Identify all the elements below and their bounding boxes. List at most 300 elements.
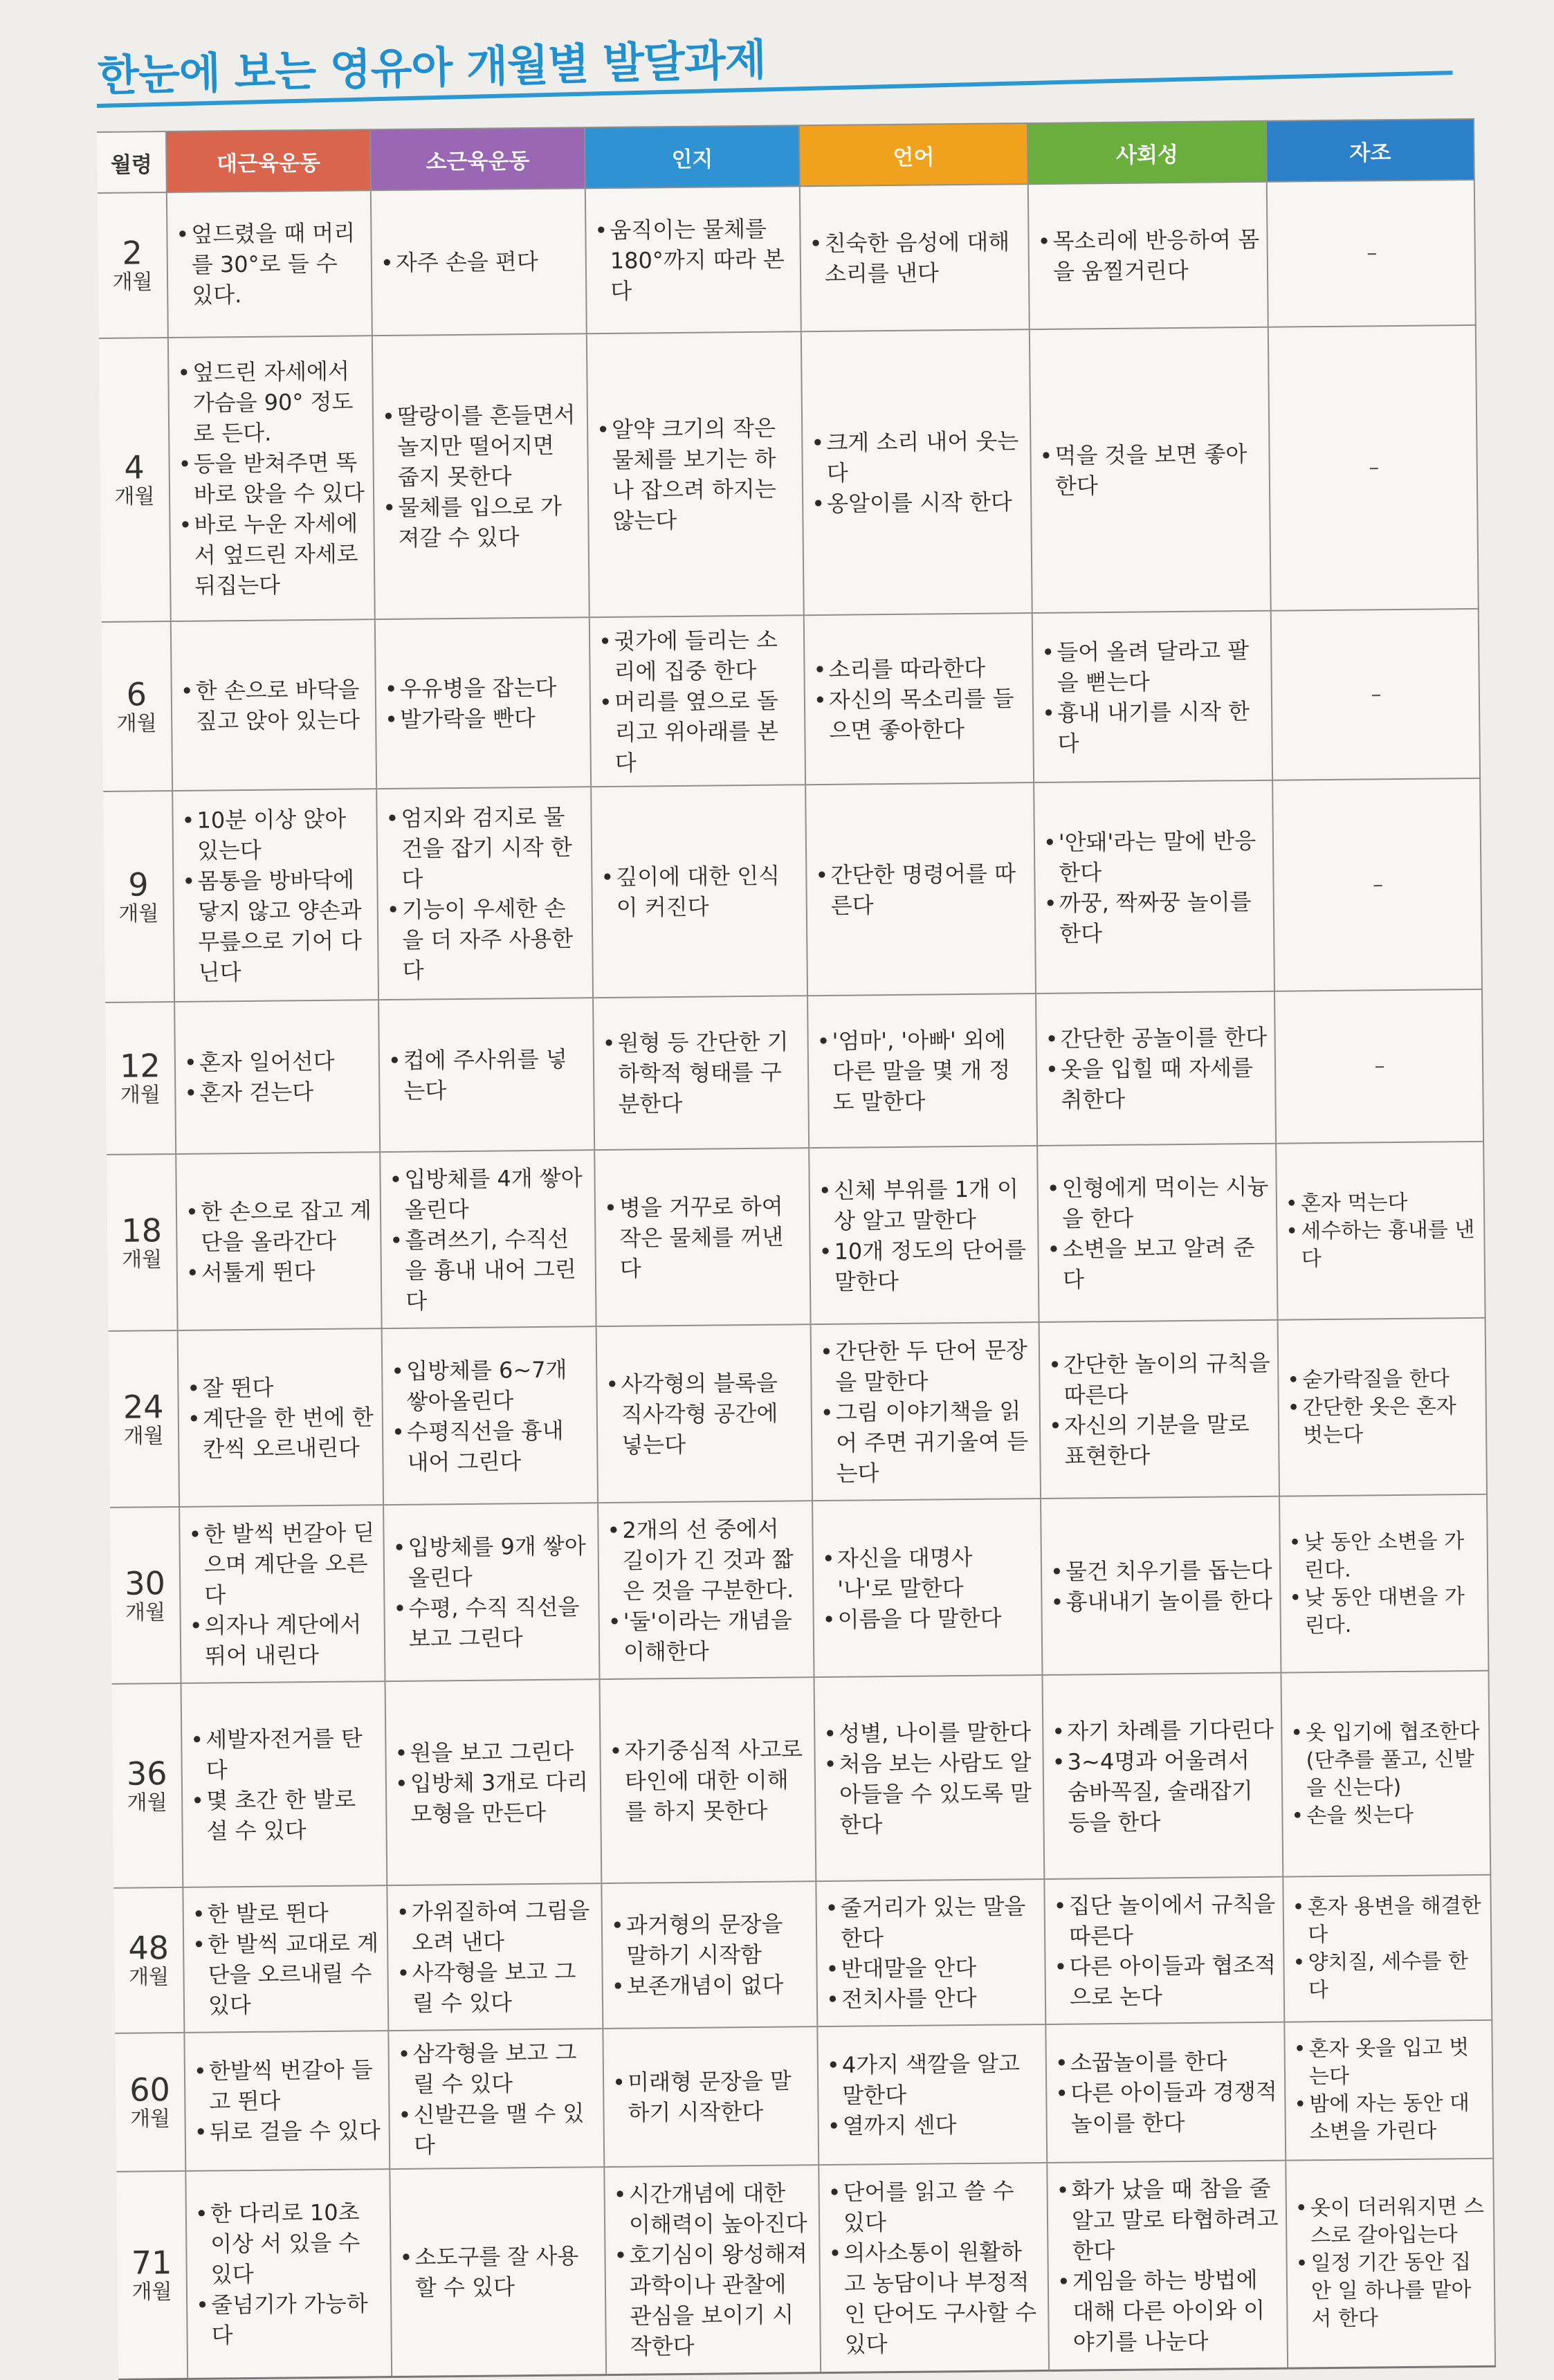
list-item: • 계단을 한 번에 한칸씩 오르내린다 — [188, 1402, 376, 1465]
fine-motor-cell — [382, 1326, 598, 1505]
list-item: • 먹을 것을 보면 좋아 한다 — [1039, 439, 1262, 502]
list-item: • 자신을 대명사 '나'로 말한다 — [822, 1541, 1034, 1604]
fine-motor-list — [392, 1530, 592, 1654]
cognition-list — [602, 1026, 801, 1119]
self-help-cell — [1278, 1318, 1487, 1496]
social-list — [1050, 1554, 1273, 1617]
social-cell — [1030, 327, 1271, 613]
list-item: • 성별, 나이를 말한다 — [823, 1717, 1035, 1749]
list-item: • 깊이에 대한 인식이 커진다 — [601, 860, 799, 923]
list-item: • 집단 놀이에서 규칙을 따른다 — [1053, 1889, 1276, 1952]
list-item: • 세수하는 흉내를 낸다 — [1286, 1216, 1477, 1273]
list-item: • 혼자 먹는다 — [1286, 1188, 1477, 1218]
social-cell — [1041, 1496, 1281, 1675]
empty-dash: – — [1372, 872, 1384, 897]
social-list — [1041, 634, 1265, 758]
age-month: 71 — [131, 2243, 172, 2282]
language-cell — [814, 1675, 1044, 1881]
gross-motor-list — [184, 1045, 372, 1108]
fine-motor-list — [388, 1043, 587, 1106]
language-list — [813, 652, 1025, 746]
social-cell — [1028, 182, 1268, 329]
list-item: • 한 발씩 교대로 계단을 오르내릴 수 있다 — [192, 1928, 381, 2021]
list-item: • 의자나 계단에서 뛰어 내린다 — [190, 1609, 378, 1672]
language-cell — [807, 994, 1037, 1148]
cognition-list — [601, 860, 799, 923]
fine-motor-list — [385, 672, 583, 735]
list-item: • 몇 초간 한 발로 설 수 있다 — [191, 1784, 379, 1847]
header-cognition: 인지 — [585, 125, 800, 188]
list-item: • 손을 씻는다 — [1291, 1800, 1482, 1830]
empty-dash: – — [1366, 241, 1378, 266]
age-cell — [107, 1154, 177, 1331]
social-list — [1043, 825, 1267, 949]
self-help-list — [1287, 1364, 1479, 1449]
list-item: • 자신의 목소리를 들으면 좋아한다 — [814, 683, 1026, 746]
gross-motor-cell — [185, 2169, 392, 2379]
list-item: • 시간개념에 대한 이해력이 높아진다 — [613, 2177, 812, 2240]
empty-dash: – — [1369, 455, 1380, 480]
list-item: • 세발자전거를 탄다 — [190, 1723, 378, 1786]
language-list — [828, 2175, 1041, 2360]
list-item: • 신발끈을 맬 수 있다 — [398, 2098, 596, 2161]
list-item: • 낮 동안 대변을 가린다. — [1289, 1582, 1481, 1640]
development-table — [97, 118, 1496, 2380]
age-cell — [102, 621, 172, 791]
age-cell — [105, 1002, 176, 1155]
gross-motor-list — [194, 2054, 382, 2148]
cognition-list — [612, 2065, 811, 2128]
list-item: • 간단한 명령어를 따른다 — [815, 858, 1027, 921]
age-month: 9 — [128, 865, 149, 904]
list-item: • 한 발씩 번갈아 딛으며 계단을 오른다 — [188, 1517, 376, 1611]
cognition-list — [604, 1191, 803, 1284]
list-item: • 10분 이상 앉아 있는다 — [181, 803, 369, 866]
list-item: • 그림 이야기책을 읽어 주면 귀기울여 듣는다 — [821, 1395, 1033, 1489]
self-help-list — [1290, 1717, 1483, 1830]
self-help-list — [1294, 2034, 1486, 2147]
list-item: • 자신의 기분을 말로 표현한다 — [1049, 1408, 1272, 1471]
table-row — [102, 609, 1480, 791]
list-item: • 뒤로 걸을 수 있다 — [194, 2115, 382, 2148]
self-help-cell — [1283, 1875, 1492, 2022]
list-item: • 흉내내기 놀이를 한다 — [1050, 1584, 1272, 1617]
list-item: • 일정 기간 동안 집안 일 하나를 맡아서 한다 — [1295, 2249, 1487, 2334]
cognition-list — [594, 213, 793, 306]
list-item: • 사각형의 블록을 직사각형 공간에 넣는다 — [605, 1367, 804, 1461]
age-month: 6 — [126, 675, 147, 713]
list-item: • 물건 치우기를 돕는다 — [1050, 1554, 1272, 1586]
list-item: • 2개의 선 중에서 길이가 긴 것과 짧은 것을 구분한다. — [607, 1513, 805, 1606]
list-item: • 물체를 입으로 가져갈 수 있다 — [383, 491, 581, 553]
cognition-cell — [603, 2026, 819, 2167]
age-cell — [103, 791, 174, 1003]
list-item: • 밤에 자는 동안 대소변을 가린다 — [1294, 2089, 1486, 2147]
list-item: • 발가락을 빤다 — [385, 702, 583, 735]
fine-motor-list — [396, 1895, 596, 2019]
age-unit: 개월 — [114, 484, 155, 509]
social-list — [1045, 1022, 1268, 1115]
table-row — [103, 778, 1482, 1003]
self-help-cell — [1279, 1494, 1488, 1673]
age-month: 2 — [122, 234, 143, 272]
cognition-list — [605, 1367, 804, 1461]
list-item: • 반대말을 안다 — [825, 1952, 1037, 1984]
fine-motor-cell — [388, 2029, 604, 2169]
list-item: • 한 손으로 바닥을 짚고 앉아 있는다 — [181, 674, 369, 737]
social-cell — [1036, 991, 1276, 1146]
list-item: • 엎드린 자세에서 가슴을 90° 정도로 든다. — [177, 356, 365, 449]
social-cell — [1042, 1673, 1283, 1879]
social-list — [1048, 1347, 1272, 1471]
age-month: 24 — [122, 1387, 164, 1426]
table-row — [107, 1142, 1485, 1331]
list-item: • 삼각형을 보고 그릴 수 있다 — [397, 2037, 596, 2100]
list-item: • 미래형 문장을 말하기 시작한다 — [612, 2065, 811, 2128]
list-item: • 간단한 놀이의 규칙을 따른다 — [1048, 1347, 1271, 1410]
list-item: • 과거형의 문장을 말하기 시작함 — [611, 1908, 810, 1971]
development-table-wrapper — [97, 118, 1494, 2360]
list-item: • 입방체를 6~7개 쌓아올린다 — [391, 1354, 589, 1417]
list-item: • 줄거리가 있는 말을 한다 — [825, 1891, 1037, 1954]
list-item: • 입방체를 9개 쌓아 올린다 — [392, 1530, 591, 1593]
cognition-list — [607, 1513, 806, 1667]
table-row — [116, 2159, 1495, 2379]
header-fine-motor: 소근육운동 — [370, 127, 585, 190]
cognition-list — [611, 1908, 810, 2002]
list-item: • 열까지 센다 — [828, 2109, 1039, 2141]
list-item: • 한 손으로 잡고 계단을 올라간다 — [185, 1195, 374, 1258]
fine-motor-list — [389, 1162, 588, 1317]
age-unit: 개월 — [131, 2279, 172, 2305]
fine-motor-cell — [390, 2167, 606, 2377]
list-item: • 한 발로 뛴다 — [192, 1897, 380, 1930]
age-unit: 개월 — [116, 711, 157, 736]
social-list — [1039, 439, 1262, 502]
list-item: • 10개 정도의 단어를 말한다 — [819, 1234, 1031, 1297]
social-list — [1037, 224, 1260, 287]
social-cell — [1045, 2022, 1286, 2163]
fine-motor-cell — [380, 1150, 596, 1328]
gross-motor-list — [181, 803, 371, 988]
list-item: • 다른 아이들과 협조적으로 논다 — [1054, 1950, 1277, 2013]
list-item: • 잘 뛴다 — [187, 1371, 374, 1404]
cognition-cell — [601, 1881, 817, 2029]
age-month: 60 — [129, 2071, 171, 2109]
fine-motor-list — [381, 246, 578, 278]
gross-motor-cell — [171, 619, 376, 791]
list-item: • 바로 누운 자세에서 엎드린 자세로 뒤집는다 — [179, 508, 367, 601]
header-gross-motor: 대근육운동 — [166, 129, 371, 192]
cognition-cell — [587, 331, 804, 617]
social-list — [1055, 2046, 1278, 2139]
list-item: • 원을 보고 그린다 — [394, 1736, 592, 1768]
fine-motor-list — [397, 2037, 596, 2161]
cognition-cell — [585, 186, 801, 333]
list-item: • 다른 아이들과 경쟁적 놀이를 한다 — [1055, 2076, 1278, 2139]
language-cell — [804, 613, 1034, 785]
list-item: • 등을 받쳐주면 똑바로 앉을 수 있다 — [178, 447, 366, 510]
gross-motor-cell — [172, 789, 378, 1002]
age-cell — [99, 338, 171, 622]
self-help-cell — [1272, 778, 1482, 991]
gross-motor-list — [185, 1195, 374, 1288]
self-help-list — [1288, 1527, 1481, 1640]
fine-motor-list — [399, 2240, 598, 2303]
list-item: • 사각형을 보고 그릴 수 있다 — [396, 1956, 595, 2019]
list-item: • 양치질, 세수를 한다 — [1292, 1948, 1484, 2005]
language-cell — [816, 1879, 1045, 2026]
list-item: • 자기중심적 사고로 타인에 대한 이해를 하지 못한다 — [609, 1734, 807, 1827]
cognition-list — [596, 412, 796, 536]
fine-motor-cell — [375, 617, 591, 789]
gross-motor-list — [177, 356, 367, 601]
list-item: • 소꿉놀이를 한다 — [1055, 2046, 1277, 2078]
list-item: • 병을 거꾸로 하여 작은 물체를 꺼낸다 — [604, 1191, 803, 1284]
age-cell — [110, 1507, 181, 1684]
table-row — [115, 2020, 1493, 2172]
age-cell — [112, 1683, 183, 1888]
header-self-help: 자조 — [1266, 119, 1474, 182]
cognition-list — [609, 1734, 807, 1827]
language-cell — [817, 2024, 1047, 2165]
language-list — [823, 1717, 1036, 1840]
list-item: • 전치사를 안다 — [826, 1982, 1038, 2015]
language-cell — [811, 1322, 1041, 1501]
gross-motor-cell — [167, 190, 372, 338]
list-item: • 엄지와 검지로 물건을 잡기 시작 한다 — [385, 801, 584, 895]
language-cell — [812, 1499, 1042, 1677]
list-item: • 3~4명과 어울려서 숨바꼭질, 술래잡기 등을 한다 — [1052, 1744, 1274, 1838]
fine-motor-cell — [372, 333, 589, 619]
language-list — [827, 2048, 1039, 2141]
list-item: • 수평직선을 흉내 내어 그린다 — [392, 1415, 590, 1478]
list-item: • '안돼'라는 말에 반응 한다 — [1043, 825, 1266, 888]
list-item: • 귓가에 들리는 소리에 집중 한다 — [598, 624, 797, 687]
list-item: • 간단한 두 단어 문장을 말한다 — [820, 1335, 1032, 1398]
list-item: • 머리를 옆으로 돌리고 위아래를 본다 — [599, 685, 798, 778]
list-item: • 낮 동안 소변을 가린다. — [1288, 1527, 1480, 1584]
gross-motor-cell — [174, 1000, 380, 1154]
list-item: • '엄마', '아빠' 외에 다른 말을 몇 개 정도 말한다 — [816, 1024, 1029, 1117]
language-list — [819, 1173, 1032, 1297]
fine-motor-cell — [378, 998, 594, 1152]
list-item: • 들어 올려 달라고 팔을 뻗는다 — [1041, 634, 1264, 697]
list-item: • 숟가락질을 한다 — [1287, 1364, 1478, 1394]
list-item: • 엎드렸을 때 머리를 30°로 들 수 있다. — [176, 217, 364, 311]
age-month: 48 — [128, 1929, 170, 1967]
empty-dash: – — [1371, 681, 1382, 706]
fine-motor-list — [394, 1736, 593, 1829]
list-item: • 소리를 따라한다 — [813, 652, 1025, 685]
list-item: • 흉내 내기를 시작 한다 — [1042, 695, 1265, 758]
list-item: • 소도구를 잘 사용할 수 있다 — [399, 2240, 598, 2303]
language-cell — [805, 782, 1036, 996]
list-item: • 신체 부위를 1개 이상 알고 말한다 — [819, 1173, 1031, 1236]
cognition-cell — [593, 996, 809, 1150]
list-item: • 서툴게 뛴다 — [186, 1256, 374, 1288]
age-month: 12 — [119, 1047, 161, 1085]
gross-motor-cell — [179, 1505, 385, 1683]
social-list — [1056, 2172, 1280, 2357]
gross-motor-list — [187, 1371, 375, 1465]
list-item: • 인형에게 먹이는 시늉을 한다 — [1047, 1171, 1270, 1234]
self-help-cell — [1274, 989, 1483, 1144]
header-age: 월령 — [97, 131, 167, 193]
language-list — [816, 1024, 1029, 1117]
age-unit: 개월 — [128, 1965, 170, 1990]
list-item: • 가위질하여 그림을 오려 낸다 — [396, 1895, 595, 1958]
self-help-list — [1292, 1892, 1485, 2005]
self-help-cell — [1268, 325, 1479, 611]
fine-motor-cell — [385, 1679, 602, 1885]
language-list — [809, 226, 1021, 289]
cognition-cell — [598, 1501, 814, 1679]
self-help-cell — [1284, 2020, 1493, 2161]
cognition-cell — [600, 1677, 816, 1883]
gross-motor-cell — [178, 1328, 383, 1507]
list-item: • 혼자 일어선다 — [184, 1045, 372, 1078]
fine-motor-list — [385, 801, 585, 986]
self-help-list — [1286, 1188, 1477, 1273]
self-help-list — [1295, 2193, 1488, 2334]
list-item: • 흘려쓰기, 수직선을 흉내 내어 그린다 — [390, 1223, 588, 1317]
language-list — [815, 858, 1027, 921]
list-item: • 입방체 3개로 다리 모형을 만든다 — [395, 1766, 594, 1829]
social-cell — [1039, 1320, 1279, 1499]
social-cell — [1034, 780, 1274, 994]
self-help-cell — [1286, 2159, 1495, 2368]
list-item: • 딸랑이를 흔들면서 놀지만 떨어지면 줍지 못한다 — [382, 399, 581, 493]
age-month: 36 — [126, 1754, 167, 1793]
list-item: • 컵에 주사위를 넣는다 — [388, 1043, 587, 1106]
fine-motor-list — [391, 1354, 590, 1478]
list-item: • 원형 등 간단한 기하학적 형태를 구분한다 — [602, 1026, 801, 1119]
table-row — [109, 1318, 1487, 1508]
age-cell — [116, 2171, 188, 2379]
list-item: • 까꿍, 짝짜꿍 놀이를 한다 — [1044, 886, 1267, 949]
age-unit: 개월 — [127, 1790, 167, 1815]
list-item: • 게임을 하는 방법에 대해 다른 아이와 이야기를 나눈다 — [1057, 2264, 1280, 2357]
language-cell — [809, 1146, 1039, 1324]
social-cell — [1044, 1877, 1284, 2024]
age-cell — [109, 1330, 179, 1508]
list-item: • 4가지 색깔을 알고 말한다 — [827, 2048, 1039, 2111]
table-row — [113, 1875, 1492, 2033]
cognition-list — [613, 2177, 813, 2362]
cognition-cell — [591, 785, 807, 998]
social-cell — [1047, 2161, 1288, 2370]
list-item: • 혼자 걷는다 — [184, 1076, 372, 1108]
language-cell — [800, 184, 1030, 331]
language-list — [822, 1541, 1034, 1635]
list-item: • 옷 입기에 협조한다 (단추를 풀고, 신발을 신는다) — [1290, 1717, 1482, 1802]
age-unit: 개월 — [112, 270, 153, 295]
list-item: • 기능이 우세한 손을 더 자주 사용한다 — [387, 892, 585, 986]
cognition-cell — [596, 1324, 812, 1503]
table-row — [112, 1671, 1491, 1888]
social-cell — [1032, 611, 1272, 782]
list-item: • 보존개념이 없다 — [612, 1969, 810, 2002]
fine-motor-cell — [376, 787, 593, 1000]
age-unit: 개월 — [123, 1423, 164, 1449]
self-help-cell — [1276, 1142, 1485, 1320]
list-item: • 간단한 공놀이를 한다 — [1045, 1022, 1267, 1054]
list-item: • 우유병을 잡는다 — [385, 672, 583, 704]
age-unit: 개월 — [129, 2107, 171, 2132]
gross-motor-list — [192, 1897, 381, 2021]
gross-motor-list — [176, 217, 364, 311]
age-cell — [98, 192, 168, 338]
list-item: • 소변을 보고 알려 준다 — [1047, 1232, 1270, 1294]
page-title: 한눈에 보는 영유아 개월별 발달과제 — [97, 34, 767, 101]
gross-motor-list — [188, 1517, 377, 1672]
list-item: • 단어를 읽고 쓸 수 있다 — [828, 2175, 1040, 2238]
age-cell — [115, 2033, 185, 2172]
list-item: • 옷을 입힐 때 자세를 취한다 — [1045, 1052, 1268, 1115]
gross-motor-cell — [184, 2031, 390, 2171]
list-item: • 화가 났을 때 참을 줄 알고 말로 타협하려고 한다 — [1056, 2172, 1279, 2266]
gross-motor-list — [190, 1723, 379, 1847]
list-item: • 옹알이를 시작 한다 — [812, 486, 1023, 519]
fine-motor-cell — [387, 1883, 603, 2031]
list-item: • 옷이 더러워지면 스스로 갈아입는다 — [1295, 2193, 1487, 2251]
list-item: • 수평, 수직 직선을 보고 그린다 — [393, 1591, 592, 1654]
age-unit: 개월 — [118, 901, 159, 926]
list-item: • 처음 보는 사람도 알아들을 수 있도록 말한다 — [823, 1747, 1036, 1840]
list-item: • 간단한 옷은 혼자 벗는다 — [1288, 1392, 1479, 1449]
age-cell — [113, 1887, 184, 2033]
list-item: • 한 다리로 10초 이상 서 있을 수 있다 — [195, 2197, 383, 2290]
fine-motor-list — [382, 399, 581, 553]
list-item: • 입방체를 4개 쌓아 올린다 — [389, 1162, 587, 1225]
gross-motor-list — [181, 674, 369, 737]
table-body — [98, 180, 1495, 2379]
age-month: 30 — [125, 1564, 166, 1602]
self-help-cell — [1267, 180, 1476, 327]
table-row — [105, 989, 1483, 1155]
social-list — [1052, 1714, 1275, 1838]
gross-motor-cell — [168, 336, 375, 621]
list-item: • '둘'이라는 개념을 이해한다 — [607, 1604, 806, 1667]
cognition-cell — [589, 615, 805, 787]
language-list — [825, 1891, 1038, 2015]
fine-motor-cell — [371, 188, 587, 336]
social-list — [1053, 1889, 1277, 2013]
table-row — [110, 1494, 1488, 1684]
age-unit: 개월 — [120, 1083, 161, 1108]
header-social: 사회성 — [1027, 121, 1267, 184]
list-item: • 친숙한 음성에 대해 소리를 낸다 — [809, 226, 1021, 289]
gross-motor-cell — [183, 1885, 388, 2033]
age-month: 18 — [121, 1211, 163, 1250]
gross-motor-cell — [176, 1152, 381, 1330]
gross-motor-cell — [181, 1681, 387, 1887]
self-help-cell — [1281, 1671, 1490, 1877]
social-cell — [1037, 1144, 1277, 1322]
empty-dash: – — [1374, 1054, 1385, 1079]
table-row — [99, 325, 1479, 622]
list-item: • 한발씩 번갈아 들고 뛴다 — [194, 2054, 382, 2117]
language-cell — [801, 329, 1032, 615]
cognition-list — [598, 624, 798, 778]
list-item: • 움직이는 물체를 180°까지 따라 본다 — [594, 213, 793, 306]
list-item: • 알약 크기의 작은 물체를 보기는 하나 잡으려 하지는 않는다 — [596, 412, 796, 536]
header-language: 언어 — [799, 123, 1028, 186]
list-item: • 자주 손을 편다 — [381, 246, 578, 278]
social-list — [1047, 1171, 1270, 1294]
language-cell — [819, 2163, 1049, 2372]
